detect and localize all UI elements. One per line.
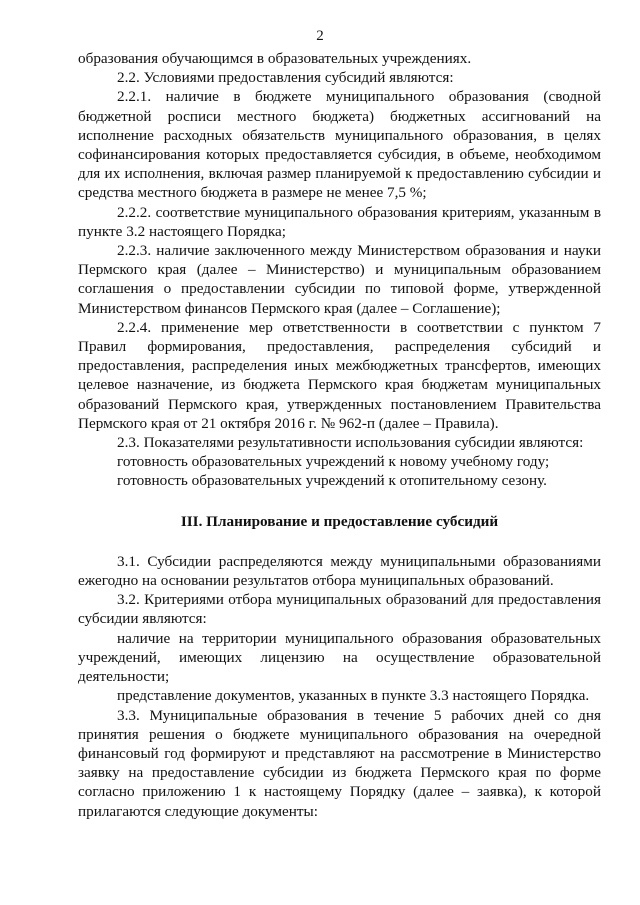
criterion-license: наличие на территории муниципального образования образовательных учреждений, имеющих лицензию на осуществление образовательной деятельности; [78, 629, 601, 686]
paragraph-continuation: образования обучающимся в образовательных учреждениях. [78, 50, 472, 67]
criterion-documents: представление документов, указанных в пункте 3.3 настоящего Порядка. [117, 687, 590, 705]
paragraph-2-2-1: 2.2.1. наличие в бюджете муниципального образования (сводной бюджетной росписи местного бюджета) бюджетных ассигнований на исполнение расходных обязательств муниципального образования, в целях софинансирования которых предоставляется субсидия, в объеме, необходимом для их исполнения, включая размер планируемой к предоставлению субсидии и средства местного бюджета в размере не менее 7,5 %; [78, 88, 601, 202]
paragraph-2-2: 2.2. Условиями предоставления субсидий являются: [117, 69, 454, 87]
paragraph-2-2-4: 2.2.4. применение мер ответственности в соответствии с пунктом 7 Правил формирования, предоставления, распределения субсидий и предоставления, распределения иных межбюджетных трансфертов, имеющих целевое назначение, из бюджета Пермского края бюджетам муниципальных образований Пермского края, утвержденных постановлением Правительства Пермского края от 21 октября 2016 г. № 962-п (далее – Правила). [78, 318, 601, 432]
paragraph-2-3: 2.3. Показателями результативности использования субсидии являются: [117, 434, 584, 452]
indicator-heating-season: готовность образовательных учреждений к отопительному сезону. [117, 472, 547, 490]
section-heading: III. Планирование и предоставление субсидий [180, 512, 499, 530]
paragraph-3-3: 3.3. Муниципальные образования в течение 5 рабочих дней со дня принятия решения о бюджете муниципального образования на очередной финансовый год формируют и представляют на рассмотрение в Министерство заявку на предоставление субсидии из бюджета Пермского края по форме согласно приложению 1 к настоящему Порядку (далее – заявка), к которой прилагаются следующие документы: [78, 706, 601, 820]
paragraph-2-2-3: 2.2.3. наличие заключенного между Министерством образования и науки Пермского края (далее – Министерство) и муниципальным образованием соглашения о предоставлении субсидии по типовой форме, утвержденной Министерством финансов Пермского края (далее – Соглашение); [78, 242, 601, 317]
paragraph-3-2: 3.2. Критериями отбора муниципальных образований для предоставления субсидии являются: [78, 591, 601, 628]
document-body [78, 49, 601, 821]
paragraph-3-1: 3.1. Субсидии распределяются между муниципальными образованиями ежегодно на основании результатов отбора муниципальных образований. [78, 552, 601, 590]
page-number: 2 [316, 28, 324, 44]
paragraph-2-2-2: 2.2.2. соответствие муниципального образования критериям, указанным в пункте 3.2 настоящего Порядка; [78, 203, 601, 240]
indicator-school-year: готовность образовательных учреждений к новому учебному году; [117, 453, 550, 471]
